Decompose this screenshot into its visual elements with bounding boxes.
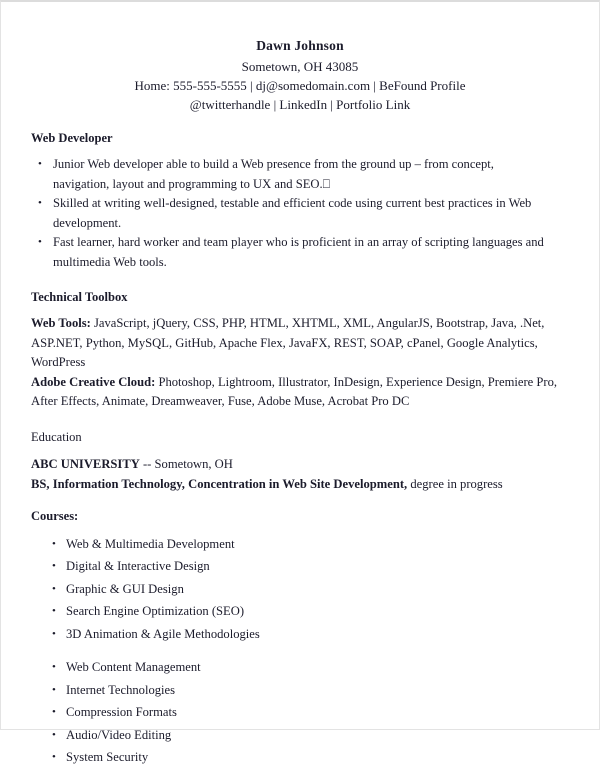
toolbox-value-web-tools: JavaScript, jQuery, CSS, PHP, HTML, XHTML, XML, AngularJS, Bootstrap, Java, .Net, ASP.NET, Python, MySQL, GitHub, Apache Flex, JavaFX, REST, SOAP, cPanel, Google Analytics, WordPress xyxy=(31,316,545,369)
section-technical-toolbox xyxy=(31,289,569,412)
list-item: • Internet Technologies xyxy=(31,679,569,702)
list-item: • Skilled at writing well-designed, testable and efficient code using current best practices in Web development. xyxy=(31,194,553,233)
education-school-name: ABC UNIVERSITY xyxy=(31,456,140,471)
toolbox-label-adobe-creative-cloud: Adobe Creative Cloud: xyxy=(31,374,156,389)
courses-list-group-2 xyxy=(31,656,569,769)
toolbox-row-web-tools xyxy=(31,314,561,373)
list-item: • Junior Web developer able to build a Web presence from the ground up – from concept, navigation, layout and programming to UX and SEO.⎕ xyxy=(31,155,553,194)
section-heading-web-developer: Web Developer xyxy=(31,131,113,145)
candidate-links-line: @twitterhandle | LinkedIn | Portfolio Link xyxy=(189,97,411,112)
list-item: • Graphic & GUI Design xyxy=(31,578,569,601)
section-education xyxy=(31,429,569,769)
list-item: • System Security xyxy=(31,746,569,769)
candidate-name: Dawn Johnson xyxy=(256,38,344,53)
list-item: • Compression Formats xyxy=(31,701,569,724)
education-school-line xyxy=(31,454,569,474)
toolbox-value-adobe-creative-cloud: Photoshop, Lightroom, Illustrator, InDesign, Experience Design, Premiere Pro, After Effects, Animate, Dreamweaver, Fuse, Adobe Muse, Acrobat Pro DC xyxy=(31,374,558,408)
spacer xyxy=(31,412,569,429)
education-degree-status: degree in progress xyxy=(407,476,503,491)
section-heading-education: Education xyxy=(31,429,82,444)
list-item: • Audio/Video Editing xyxy=(31,724,569,747)
list-item: • Digital & Interactive Design xyxy=(31,555,569,578)
resume-header xyxy=(31,36,569,114)
courses-heading: Courses: xyxy=(31,508,79,523)
toolbox-row-adobe-creative-cloud xyxy=(31,373,561,412)
education-degree-line xyxy=(31,474,569,494)
list-item: • Search Engine Optimization (SEO) xyxy=(31,600,569,623)
education-degree-title: BS, Information Technology, Concentration in Web Site Development, xyxy=(31,476,408,491)
education-school-location: -- Sometown, OH xyxy=(139,456,233,471)
candidate-location: Sometown, OH 43085 xyxy=(241,59,359,74)
section-heading-technical-toolbox: Technical Toolbox xyxy=(31,290,128,304)
list-item: • 3D Animation & Agile Methodologies xyxy=(31,623,569,646)
toolbox-label-web-tools: Web Tools: xyxy=(31,316,91,330)
section-web-developer xyxy=(31,130,569,272)
list-item: • Fast learner, hard worker and team player who is proficient in an array of scripting languages and multimedia Web tools. xyxy=(31,233,553,272)
spacer xyxy=(31,494,569,508)
candidate-contact-line: Home: 555-555-5555 | dj@somedomain.com | BeFound Profile xyxy=(134,78,466,93)
summary-bullet-list xyxy=(31,155,569,272)
list-item: • Web Content Management xyxy=(31,656,569,679)
list-item: • Web & Multimedia Development xyxy=(31,533,569,556)
courses-list-group-1 xyxy=(31,533,569,646)
spacer xyxy=(31,272,569,289)
spacer xyxy=(31,645,569,656)
